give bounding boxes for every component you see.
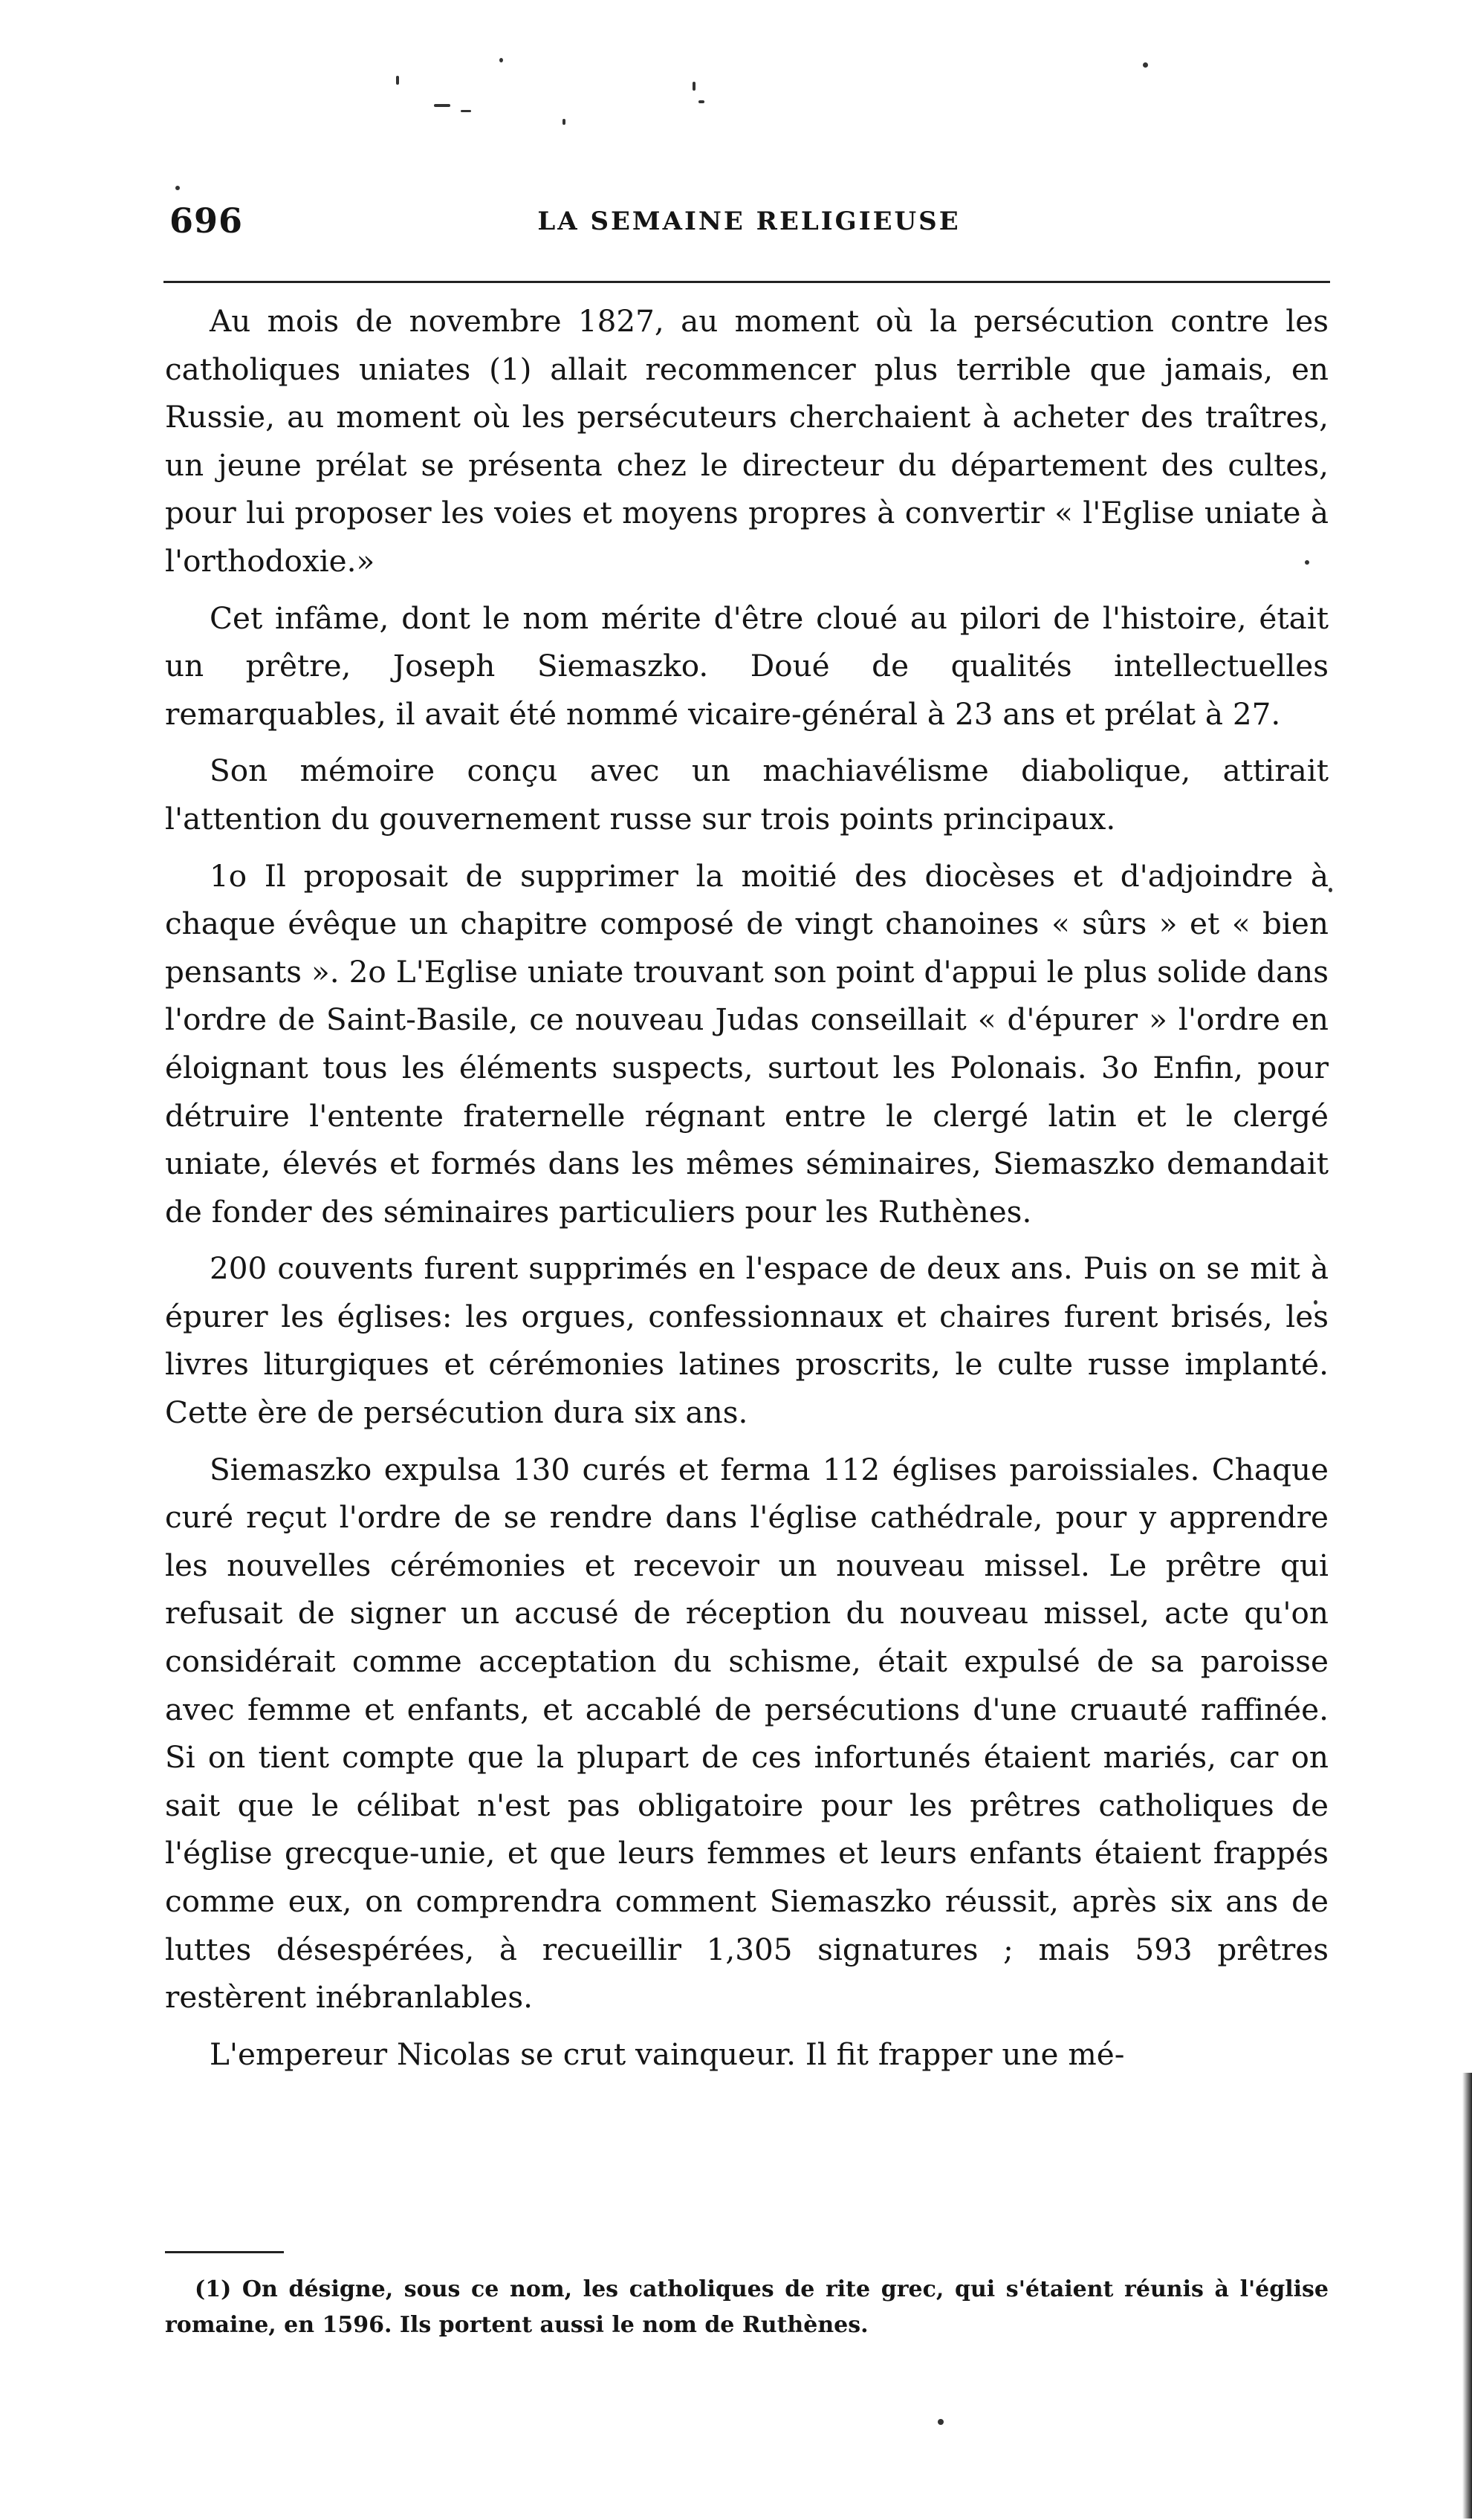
- footnote-text: (1) On désigne, sous ce nom, les catholiques de rite grec, qui s'étaient réunis à l'église romaine, en 1596. Ils portent aussi le nom de Ruthènes.: [165, 2276, 1329, 2338]
- ink-speck: [434, 104, 450, 107]
- ink-speck: [499, 58, 503, 62]
- ink-speck: [693, 82, 696, 91]
- paragraph: Cet infâme, dont le nom mérite d'être cloué au pilori de l'histoire, était un prêtre, Joseph Siemaszko. Doué de qualités intellectuelles remarquables, il avait été nommé vicaire-général à 23 ans et prélat à 27.: [165, 600, 1329, 732]
- paragraph: 1o Il proposait de supprimer la moitié des diocèses et d'adjoindre à chaque évêque un chapitre composé de vingt chanoines « sûrs » et « bien pensants ». 2o L'Eglise uniate trouvant son point d'appui le plus solide dans l'ordre de Saint-Basile, ce nouveau Judas conseillait « d'épurer » l'ordre en éloignant tous les éléments suspects, surtout les Polonais. 3o Enfin, pour détruire l'entente fraternelle régnant entre le clergé latin et le clergé uniate, élevés et formés dans les mêmes séminaires, Siemaszko demandait de fonder des séminaires particuliers pour les Ruthènes.: [165, 857, 1329, 1230]
- ink-speck: [698, 100, 704, 103]
- footnote: [165, 2272, 1329, 2343]
- paragraph: L'empereur Nicolas se crut vainqueur. Il fit frapper une mé-: [210, 2036, 1125, 2072]
- page-header: [169, 201, 1329, 245]
- header-rule: [163, 281, 1330, 283]
- ink-speck: [175, 186, 180, 190]
- paragraph: Siemaszko expulsa 130 curés et ferma 112 églises paroissiales. Chaque curé reçut l'ordre de se rendre dans l'église cathédrale, pour y apprendre les nouvelles cérémonies et recevoir un nouveau missel. Le prêtre qui refusait de signer un accusé de réception du nouveau missel, acte qu'on considérait comme acceptation du schisme, était expulsé de sa paroisse avec femme et enfants, et accablé de persécutions d'une cruauté raffinée. Si on tient compte que la plupart de ces infortunés étaient mariés, car on sait que le célibat n'est pas obligatoire pour les prêtres catholiques de l'église grecque-unie, et que leurs femmes et leurs enfants étaient frappés comme eux, on comprendra comment Siemaszko réussit, après six ans de luttes désespérées, à recueillir 1,305 signatures ; mais 593 prêtres restèrent inébranlables.: [165, 1451, 1329, 2016]
- paragraph: Au mois de novembre 1827, au moment où la persécution contre les catholiques uniates (1) allait recommencer plus terrible que jamais, en Russie, au moment où les persécuteurs cherchaient à acheter des traîtres, un jeune prélat se présenta chez le directeur du département des cultes, pour lui proposer les voies et moyens propres à convertir « l'Eglise uniate à l'orthodoxie.»: [165, 303, 1329, 579]
- ink-speck: [562, 119, 565, 125]
- page-number: 696: [169, 201, 244, 241]
- running-head: LA SEMAINE RELIGIEUSE: [537, 207, 961, 236]
- ink-speck: [461, 110, 471, 112]
- ink-speck: [938, 2419, 944, 2425]
- paragraph: 200 couvents furent supprimés en l'espace de deux ans. Puis on se mit à épurer les églises: les orgues, confessionnaux et chaires furent brisés, les livres liturgiques et cérémonies latines proscrits, le culte russe implanté. Cette ère de persécution dura six ans.: [165, 1250, 1329, 1431]
- footnote-rule: [165, 2251, 284, 2253]
- page-edge-shadow: [1462, 2073, 1472, 2519]
- body-text: [165, 297, 1329, 2087]
- paragraph: Son mémoire conçu avec un machiavélisme diabolique, attirait l'attention du gouvernement russe sur trois points principaux.: [165, 753, 1329, 837]
- ink-speck: [1143, 62, 1148, 68]
- ink-speck: [1329, 888, 1332, 892]
- ink-speck: [396, 76, 399, 85]
